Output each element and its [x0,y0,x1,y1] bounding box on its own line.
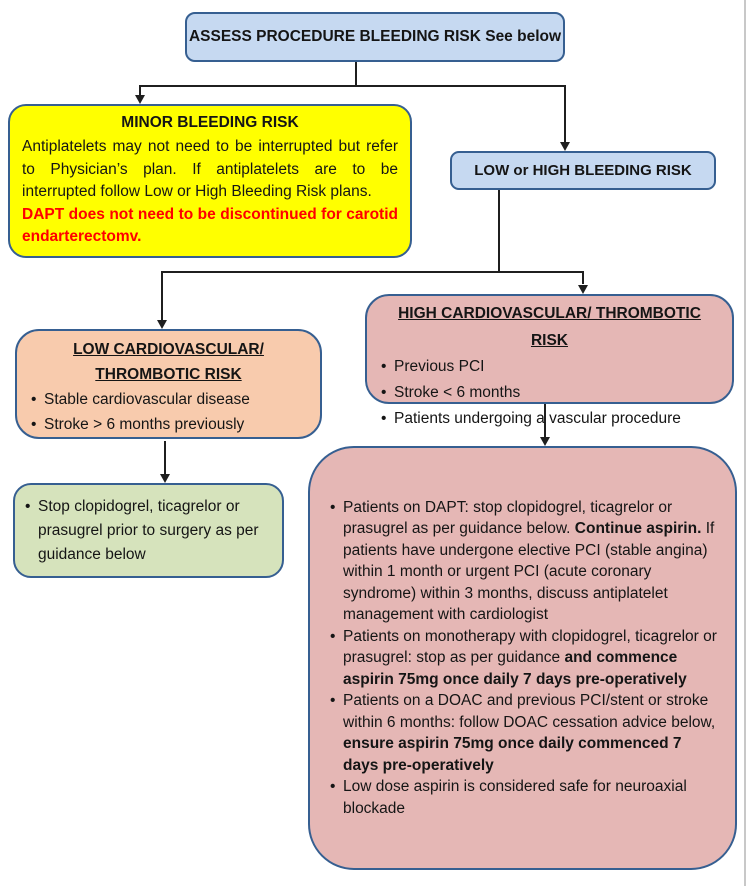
connector-to-low-cv-box [161,271,163,322]
bullet-item: • Patients on a DOAC and previous PCI/stent or stroke within 6 months: follow DOAC cessation advice below, ensure aspirin 75mg once daily commenced 7 days pre-operatively [330,690,719,776]
minor-bleeding-risk-title: MINOR BLEEDING RISK [121,114,299,131]
high-risk-action-box [308,446,737,870]
bullet-item: • Stroke > 6 months previously [31,412,306,437]
high-risk-action-bullet-list [330,497,719,820]
bullet-item: • Stable cardiovascular disease [31,387,306,412]
connector-top-horizontal [139,85,566,87]
bullet-item: • Stop clopidogrel, ticagrelor or prasugrel prior to surgery as per guidance below [25,495,272,567]
low-cv-risk-title-line2: THROMBOTIC RISK [95,366,242,383]
bullet-item: • Stroke < 6 months [381,380,718,406]
connector-top-stem [355,62,357,86]
bullet-item: • Patients on monotherapy with clopidogrel, ticagrelor or prasugrel: stop as per guidance and commence aspirin 75mg once daily 7 days pre-operatively [330,626,719,691]
low-cv-risk-box [15,329,322,439]
low-high-bleeding-risk-box [450,151,716,190]
minor-bleeding-risk-box [8,104,412,258]
bullet-item: • Patients on DAPT: stop clopidogrel, ticagrelor or prasugrel as per guidance below. Continue aspirin. If patients have undergone elective PCI (stable angina) within 1 month or urgent PCI (acute coronary syndrome) within 3 months, discuss antiplatelet management with cardiologist [330,497,719,626]
arrowhead-to-high-cv-box [578,285,588,294]
bullet-item: • Patients undergoing a vascular procedure [381,406,718,432]
page-right-rule [744,0,746,886]
low-cv-bullet-list [31,387,306,437]
connector-to-low-action-box [164,441,166,476]
bullet-item: • Low dose aspirin is considered safe for neuroaxial blockade [330,776,719,819]
connector-split-horizontal [161,271,584,273]
low-high-bleeding-risk-label: LOW or HIGH BLEEDING RISK [474,162,692,179]
minor-bleeding-risk-warning: DAPT does not need to be discontinued for carotid endarterectomv. [22,205,398,245]
high-cv-risk-box [365,294,734,427]
low-risk-action-bullet-list [25,495,272,567]
arrowhead-to-low-action-box [160,474,170,483]
connector-to-low-high-box [564,85,566,144]
assess-bleeding-risk-box [185,12,565,62]
arrowhead-to-low-high-box [560,142,570,151]
low-cv-risk-title-line1: LOW CARDIOVASCULAR/ [73,341,264,358]
low-risk-action-box [13,483,284,578]
minor-bleeding-risk-body: Antiplatelets may not need to be interrupted but refer to Physician’s plan. If antiplatelets are to be interrupted follow Low or High Bleeding Risk plans. [22,138,398,200]
arrowhead-to-low-cv-box [157,320,167,329]
high-cv-bullet-list [381,354,718,432]
connector-low-high-stem [498,190,500,272]
assess-bleeding-risk-label: ASSESS PROCEDURE BLEEDING RISK See below [188,28,562,45]
high-cv-risk-title: HIGH CARDIOVASCULAR/ THROMBOTIC RISK [398,305,701,349]
arrowhead-to-high-action-box [540,437,550,446]
bullet-item: • Previous PCI [381,354,718,380]
arrowhead-to-minor-box [135,95,145,104]
connector-to-high-cv-box [582,271,584,284]
